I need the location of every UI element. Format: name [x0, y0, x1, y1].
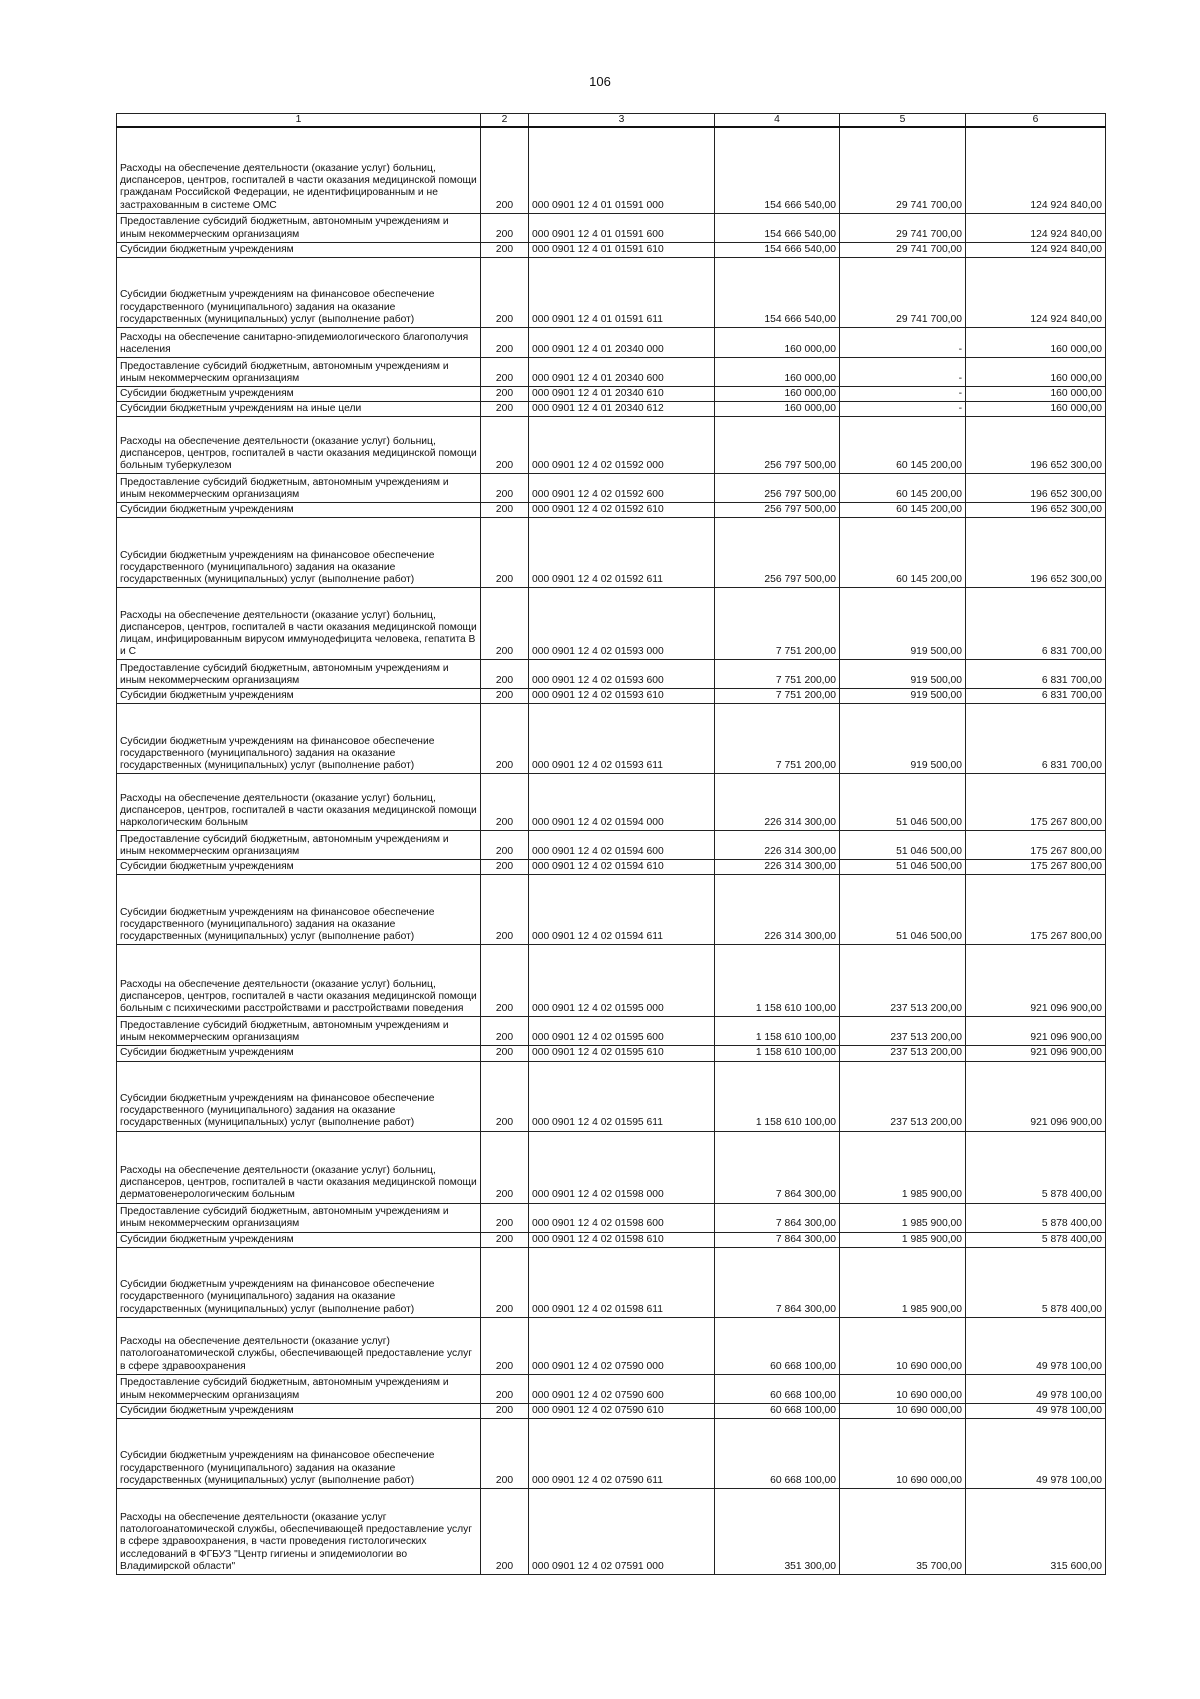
row-code-cell: 200 [481, 1203, 529, 1232]
column-header-3: 3 [529, 114, 715, 128]
row-code-cell: 200 [481, 1374, 529, 1403]
row-amount-col6-cell: 175 267 800,00 [966, 831, 1106, 860]
row-name-cell: Субсидии бюджетным учреждениям [117, 860, 481, 875]
row-classification-code-cell: 000 0901 12 4 02 01598 611 [529, 1247, 715, 1317]
row-code-cell: 200 [481, 1418, 529, 1488]
row-amount-col5-cell: 10 690 000,00 [840, 1403, 966, 1418]
row-classification-code-cell: 000 0901 12 4 02 01598 000 [529, 1131, 715, 1203]
column-header-2: 2 [481, 114, 529, 128]
table-row [117, 945, 1106, 1017]
row-classification-code-cell: 000 0901 12 4 02 07591 000 [529, 1488, 715, 1574]
row-code-cell: 200 [481, 1317, 529, 1374]
row-amount-col4-cell: 154 666 540,00 [715, 242, 840, 257]
column-header-1: 1 [117, 114, 481, 128]
row-name-cell: Расходы на обеспечение деятельности (оказание услуг патологоанатомической службы, обеспечивающей предоставление услуг в сфере здравоохранения, в части проведения гистологических исследований в ФГБУЗ "Центр гигиены и эпидемиологии во Владимирской области" [117, 1488, 481, 1574]
row-amount-col5-cell: - [840, 357, 966, 386]
row-amount-col4-cell: 60 668 100,00 [715, 1374, 840, 1403]
table-row [117, 1046, 1106, 1061]
row-amount-col6-cell: 175 267 800,00 [966, 875, 1106, 945]
row-amount-col5-cell: 60 145 200,00 [840, 518, 966, 588]
row-amount-col4-cell: 154 666 540,00 [715, 213, 840, 242]
row-amount-col4-cell: 154 666 540,00 [715, 127, 840, 213]
row-amount-col5-cell: 29 741 700,00 [840, 242, 966, 257]
row-amount-col6-cell: 124 924 840,00 [966, 213, 1106, 242]
row-amount-col6-cell: 196 652 300,00 [966, 417, 1106, 474]
table-row [117, 1232, 1106, 1247]
row-amount-col5-cell: - [840, 401, 966, 416]
row-amount-col4-cell: 7 751 200,00 [715, 704, 840, 774]
row-classification-code-cell: 000 0901 12 4 02 07590 611 [529, 1418, 715, 1488]
column-header-6: 6 [966, 114, 1106, 128]
table-row [117, 257, 1106, 327]
row-name-cell: Расходы на обеспечение деятельности (оказание услуг) больниц, диспансеров, центров, госпиталей в части оказания медицинской помощи больным туберкулезом [117, 417, 481, 474]
table-row [117, 401, 1106, 416]
row-name-cell: Предоставление субсидий бюджетным, автономным учреждениям и иным некоммерческим организациям [117, 357, 481, 386]
table-row [117, 1017, 1106, 1046]
column-header-4: 4 [715, 114, 840, 128]
row-name-cell: Расходы на обеспечение деятельности (оказание услуг) больниц, диспансеров, центров, госпиталей в части оказания медицинской помощи гражданам Российской Федерации, не идентифицированным и не застрахованным в системе ОМС [117, 127, 481, 213]
row-name-cell: Расходы на обеспечение деятельности (оказание услуг) больниц, диспансеров, центров, госпиталей в части оказания медицинской помощи больным с психическими расстройствами и расстройствами поведения [117, 945, 481, 1017]
row-amount-col6-cell: 5 878 400,00 [966, 1247, 1106, 1317]
table-row [117, 1317, 1106, 1374]
row-amount-col6-cell: 315 600,00 [966, 1488, 1106, 1574]
row-classification-code-cell: 000 0901 12 4 02 01593 600 [529, 660, 715, 689]
row-amount-col5-cell: 29 741 700,00 [840, 213, 966, 242]
row-amount-col5-cell: 919 500,00 [840, 660, 966, 689]
row-amount-col6-cell: 160 000,00 [966, 357, 1106, 386]
row-amount-col5-cell: 1 985 900,00 [840, 1247, 966, 1317]
table-row [117, 660, 1106, 689]
row-classification-code-cell: 000 0901 12 4 02 01593 611 [529, 704, 715, 774]
row-classification-code-cell: 000 0901 12 4 02 01592 600 [529, 474, 715, 503]
row-amount-col4-cell: 226 314 300,00 [715, 774, 840, 831]
row-classification-code-cell: 000 0901 12 4 02 07590 000 [529, 1317, 715, 1374]
row-name-cell: Субсидии бюджетным учреждениям [117, 242, 481, 257]
row-amount-col6-cell: 6 831 700,00 [966, 588, 1106, 660]
row-amount-col4-cell: 154 666 540,00 [715, 257, 840, 327]
row-amount-col6-cell: 5 878 400,00 [966, 1131, 1106, 1203]
row-code-cell: 200 [481, 417, 529, 474]
row-code-cell: 200 [481, 1061, 529, 1131]
row-amount-col5-cell: - [840, 327, 966, 357]
row-classification-code-cell: 000 0901 12 4 02 01592 610 [529, 503, 715, 518]
row-name-cell: Субсидии бюджетным учреждениям на финансовое обеспечение государственного (муниципального) задания на оказание государственных (муниципальных) услуг (выполнение работ) [117, 1418, 481, 1488]
row-name-cell: Предоставление субсидий бюджетным, автономным учреждениям и иным некоммерческим организациям [117, 474, 481, 503]
row-amount-col4-cell: 160 000,00 [715, 401, 840, 416]
table-row [117, 1488, 1106, 1574]
row-amount-col5-cell: 51 046 500,00 [840, 774, 966, 831]
row-classification-code-cell: 000 0901 12 4 02 01594 000 [529, 774, 715, 831]
row-amount-col6-cell: 196 652 300,00 [966, 474, 1106, 503]
row-amount-col5-cell: 1 985 900,00 [840, 1131, 966, 1203]
row-name-cell: Расходы на обеспечение деятельности (оказание услуг) больниц, диспансеров, центров, госпиталей в части оказания медицинской помощи наркологическим больным [117, 774, 481, 831]
row-amount-col5-cell: 237 513 200,00 [840, 1061, 966, 1131]
page-number: 106 [589, 74, 611, 89]
row-code-cell: 200 [481, 242, 529, 257]
row-amount-col6-cell: 921 096 900,00 [966, 945, 1106, 1017]
row-code-cell: 200 [481, 1488, 529, 1574]
row-amount-col5-cell: 10 690 000,00 [840, 1317, 966, 1374]
row-code-cell: 200 [481, 875, 529, 945]
row-amount-col6-cell: 921 096 900,00 [966, 1017, 1106, 1046]
row-amount-col5-cell: 1 985 900,00 [840, 1232, 966, 1247]
row-name-cell: Субсидии бюджетным учреждениям [117, 1046, 481, 1061]
row-amount-col6-cell: 6 831 700,00 [966, 660, 1106, 689]
row-name-cell: Субсидии бюджетным учреждениям [117, 386, 481, 401]
row-code-cell: 200 [481, 357, 529, 386]
row-amount-col5-cell: 29 741 700,00 [840, 127, 966, 213]
row-amount-col4-cell: 7 864 300,00 [715, 1232, 840, 1247]
row-amount-col4-cell: 256 797 500,00 [715, 518, 840, 588]
row-amount-col6-cell: 921 096 900,00 [966, 1061, 1106, 1131]
table-row [117, 1131, 1106, 1203]
row-amount-col6-cell: 196 652 300,00 [966, 503, 1106, 518]
row-amount-col5-cell: 60 145 200,00 [840, 474, 966, 503]
table-row [117, 689, 1106, 704]
row-amount-col6-cell: 921 096 900,00 [966, 1046, 1106, 1061]
row-code-cell: 200 [481, 1046, 529, 1061]
row-name-cell: Предоставление субсидий бюджетным, автономным учреждениям и иным некоммерческим организациям [117, 1203, 481, 1232]
table-row [117, 588, 1106, 660]
row-name-cell: Расходы на обеспечение санитарно-эпидемиологического благополучия населения [117, 327, 481, 357]
row-classification-code-cell: 000 0901 12 4 02 01594 611 [529, 875, 715, 945]
row-amount-col6-cell: 196 652 300,00 [966, 518, 1106, 588]
row-amount-col5-cell: 919 500,00 [840, 704, 966, 774]
table-row [117, 386, 1106, 401]
table-row [117, 831, 1106, 860]
row-name-cell: Субсидии бюджетным учреждениям на финансовое обеспечение государственного (муниципального) задания на оказание государственных (муниципальных) услуг (выполнение работ) [117, 875, 481, 945]
row-code-cell: 200 [481, 1131, 529, 1203]
table-row [117, 242, 1106, 257]
row-amount-col4-cell: 256 797 500,00 [715, 503, 840, 518]
row-amount-col6-cell: 175 267 800,00 [966, 860, 1106, 875]
table-row [117, 417, 1106, 474]
row-code-cell: 200 [481, 831, 529, 860]
row-code-cell: 200 [481, 386, 529, 401]
row-amount-col5-cell: 10 690 000,00 [840, 1374, 966, 1403]
row-classification-code-cell: 000 0901 12 4 02 01592 000 [529, 417, 715, 474]
row-amount-col6-cell: 5 878 400,00 [966, 1203, 1106, 1232]
row-amount-col4-cell: 7 864 300,00 [715, 1203, 840, 1232]
table-row [117, 518, 1106, 588]
row-amount-col5-cell: 60 145 200,00 [840, 417, 966, 474]
table-row [117, 327, 1106, 357]
row-code-cell: 200 [481, 401, 529, 416]
table-row [117, 1203, 1106, 1232]
row-classification-code-cell: 000 0901 12 4 02 01595 000 [529, 945, 715, 1017]
row-code-cell: 200 [481, 704, 529, 774]
row-amount-col5-cell: 237 513 200,00 [840, 945, 966, 1017]
row-amount-col6-cell: 49 978 100,00 [966, 1403, 1106, 1418]
row-amount-col5-cell: 10 690 000,00 [840, 1418, 966, 1488]
table-row [117, 1403, 1106, 1418]
row-name-cell: Предоставление субсидий бюджетным, автономным учреждениям и иным некоммерческим организациям [117, 1017, 481, 1046]
row-amount-col6-cell: 160 000,00 [966, 401, 1106, 416]
table-row [117, 357, 1106, 386]
row-amount-col4-cell: 7 751 200,00 [715, 588, 840, 660]
row-amount-col5-cell: 919 500,00 [840, 588, 966, 660]
row-amount-col5-cell: 51 046 500,00 [840, 860, 966, 875]
row-name-cell: Предоставление субсидий бюджетным, автономным учреждениям и иным некоммерческим организациям [117, 1374, 481, 1403]
row-name-cell: Субсидии бюджетным учреждениям [117, 689, 481, 704]
column-header-5: 5 [840, 114, 966, 128]
row-amount-col4-cell: 1 158 610 100,00 [715, 1046, 840, 1061]
row-classification-code-cell: 000 0901 12 4 01 01591 610 [529, 242, 715, 257]
row-amount-col6-cell: 6 831 700,00 [966, 689, 1106, 704]
row-name-cell: Расходы на обеспечение деятельности (оказание услуг) патологоанатомической службы, обеспечивающей предоставление услуг в сфере здравоохранения [117, 1317, 481, 1374]
row-amount-col6-cell: 124 924 840,00 [966, 257, 1106, 327]
row-amount-col4-cell: 226 314 300,00 [715, 875, 840, 945]
row-code-cell: 200 [481, 1017, 529, 1046]
row-amount-col5-cell: 51 046 500,00 [840, 831, 966, 860]
table-row [117, 1061, 1106, 1131]
row-amount-col6-cell: 6 831 700,00 [966, 704, 1106, 774]
table-header [117, 114, 1106, 128]
row-code-cell: 200 [481, 1403, 529, 1418]
row-code-cell: 200 [481, 474, 529, 503]
row-code-cell: 200 [481, 503, 529, 518]
table-row [117, 860, 1106, 875]
row-name-cell: Субсидии бюджетным учреждениям на финансовое обеспечение государственного (муниципального) задания на оказание государственных (муниципальных) услуг (выполнение работ) [117, 257, 481, 327]
row-amount-col4-cell: 7 864 300,00 [715, 1247, 840, 1317]
table-body [117, 127, 1106, 1574]
row-classification-code-cell: 000 0901 12 4 02 01593 610 [529, 689, 715, 704]
row-name-cell: Субсидии бюджетным учреждениям [117, 1232, 481, 1247]
row-code-cell: 200 [481, 689, 529, 704]
row-amount-col4-cell: 256 797 500,00 [715, 474, 840, 503]
row-name-cell: Предоставление субсидий бюджетным, автономным учреждениям и иным некоммерческим организациям [117, 831, 481, 860]
row-amount-col6-cell: 49 978 100,00 [966, 1374, 1106, 1403]
table-row [117, 704, 1106, 774]
row-amount-col4-cell: 7 864 300,00 [715, 1131, 840, 1203]
row-classification-code-cell: 000 0901 12 4 02 01598 610 [529, 1232, 715, 1247]
row-classification-code-cell: 000 0901 12 4 02 01593 000 [529, 588, 715, 660]
row-amount-col5-cell: - [840, 386, 966, 401]
row-code-cell: 200 [481, 660, 529, 689]
row-classification-code-cell: 000 0901 12 4 01 20340 612 [529, 401, 715, 416]
row-code-cell: 200 [481, 945, 529, 1017]
budget-table [116, 113, 1106, 1575]
table-row [117, 875, 1106, 945]
row-amount-col4-cell: 1 158 610 100,00 [715, 1017, 840, 1046]
table-row [117, 127, 1106, 213]
row-code-cell: 200 [481, 257, 529, 327]
row-amount-col6-cell: 175 267 800,00 [966, 774, 1106, 831]
row-classification-code-cell: 000 0901 12 4 02 01592 611 [529, 518, 715, 588]
table-row [117, 474, 1106, 503]
row-amount-col6-cell: 124 924 840,00 [966, 127, 1106, 213]
row-classification-code-cell: 000 0901 12 4 02 01595 611 [529, 1061, 715, 1131]
row-name-cell: Субсидии бюджетным учреждениям [117, 503, 481, 518]
row-code-cell: 200 [481, 1232, 529, 1247]
row-name-cell: Субсидии бюджетным учреждениям на финансовое обеспечение государственного (муниципального) задания на оказание государственных (муниципальных) услуг (выполнение работ) [117, 1061, 481, 1131]
row-name-cell: Предоставление субсидий бюджетным, автономным учреждениям и иным некоммерческим организациям [117, 213, 481, 242]
row-amount-col4-cell: 226 314 300,00 [715, 860, 840, 875]
row-amount-col4-cell: 60 668 100,00 [715, 1418, 840, 1488]
row-amount-col6-cell: 49 978 100,00 [966, 1317, 1106, 1374]
row-amount-col5-cell: 35 700,00 [840, 1488, 966, 1574]
row-amount-col4-cell: 60 668 100,00 [715, 1403, 840, 1418]
row-name-cell: Субсидии бюджетным учреждениям на финансовое обеспечение государственного (муниципального) задания на оказание государственных (муниципальных) услуг (выполнение работ) [117, 704, 481, 774]
row-name-cell: Субсидии бюджетным учреждениям на финансовое обеспечение государственного (муниципального) задания на оказание государственных (муниципальных) услуг (выполнение работ) [117, 1247, 481, 1317]
row-amount-col6-cell: 124 924 840,00 [966, 242, 1106, 257]
row-code-cell: 200 [481, 860, 529, 875]
row-amount-col4-cell: 1 158 610 100,00 [715, 945, 840, 1017]
row-code-cell: 200 [481, 1247, 529, 1317]
row-amount-col4-cell: 1 158 610 100,00 [715, 1061, 840, 1131]
row-amount-col4-cell: 226 314 300,00 [715, 831, 840, 860]
row-amount-col4-cell: 256 797 500,00 [715, 417, 840, 474]
row-classification-code-cell: 000 0901 12 4 02 07590 600 [529, 1374, 715, 1403]
header-row [117, 114, 1106, 128]
row-amount-col6-cell: 49 978 100,00 [966, 1418, 1106, 1488]
row-amount-col4-cell: 160 000,00 [715, 357, 840, 386]
row-amount-col6-cell: 5 878 400,00 [966, 1232, 1106, 1247]
row-amount-col5-cell: 51 046 500,00 [840, 875, 966, 945]
row-code-cell: 200 [481, 213, 529, 242]
row-classification-code-cell: 000 0901 12 4 02 01594 600 [529, 831, 715, 860]
row-name-cell: Субсидии бюджетным учреждениям [117, 1403, 481, 1418]
table-row [117, 774, 1106, 831]
row-amount-col5-cell: 919 500,00 [840, 689, 966, 704]
row-classification-code-cell: 000 0901 12 4 01 20340 610 [529, 386, 715, 401]
row-amount-col6-cell: 160 000,00 [966, 386, 1106, 401]
table-row [117, 503, 1106, 518]
table-row [117, 1418, 1106, 1488]
row-code-cell: 200 [481, 774, 529, 831]
row-code-cell: 200 [481, 518, 529, 588]
row-classification-code-cell: 000 0901 12 4 01 01591 600 [529, 213, 715, 242]
row-amount-col5-cell: 60 145 200,00 [840, 503, 966, 518]
row-classification-code-cell: 000 0901 12 4 02 01598 600 [529, 1203, 715, 1232]
row-amount-col5-cell: 237 513 200,00 [840, 1017, 966, 1046]
row-classification-code-cell: 000 0901 12 4 01 01591 611 [529, 257, 715, 327]
table-row [117, 213, 1106, 242]
row-name-cell: Расходы на обеспечение деятельности (оказание услуг) больниц, диспансеров, центров, госпиталей в части оказания медицинской помощи лицам, инфицированным вирусом иммунодефицита человека, гепатита B и C [117, 588, 481, 660]
row-classification-code-cell: 000 0901 12 4 01 01591 000 [529, 127, 715, 213]
row-amount-col4-cell: 7 751 200,00 [715, 660, 840, 689]
row-name-cell: Расходы на обеспечение деятельности (оказание услуг) больниц, диспансеров, центров, госпиталей в части оказания медицинской помощи дерматовенерологическим больным [117, 1131, 481, 1203]
row-amount-col5-cell: 1 985 900,00 [840, 1203, 966, 1232]
table-row [117, 1247, 1106, 1317]
row-classification-code-cell: 000 0901 12 4 02 01595 600 [529, 1017, 715, 1046]
row-name-cell: Субсидии бюджетным учреждениям на финансовое обеспечение государственного (муниципального) задания на оказание государственных (муниципальных) услуг (выполнение работ) [117, 518, 481, 588]
row-code-cell: 200 [481, 588, 529, 660]
row-name-cell: Предоставление субсидий бюджетным, автономным учреждениям и иным некоммерческим организациям [117, 660, 481, 689]
row-amount-col5-cell: 237 513 200,00 [840, 1046, 966, 1061]
row-amount-col5-cell: 29 741 700,00 [840, 257, 966, 327]
row-code-cell: 200 [481, 127, 529, 213]
row-name-cell: Субсидии бюджетным учреждениям на иные цели [117, 401, 481, 416]
row-classification-code-cell: 000 0901 12 4 02 01595 610 [529, 1046, 715, 1061]
row-amount-col4-cell: 60 668 100,00 [715, 1317, 840, 1374]
row-amount-col4-cell: 351 300,00 [715, 1488, 840, 1574]
row-amount-col4-cell: 160 000,00 [715, 327, 840, 357]
row-classification-code-cell: 000 0901 12 4 01 20340 600 [529, 357, 715, 386]
row-classification-code-cell: 000 0901 12 4 02 07590 610 [529, 1403, 715, 1418]
row-classification-code-cell: 000 0901 12 4 01 20340 000 [529, 327, 715, 357]
row-classification-code-cell: 000 0901 12 4 02 01594 610 [529, 860, 715, 875]
row-code-cell: 200 [481, 327, 529, 357]
row-amount-col4-cell: 160 000,00 [715, 386, 840, 401]
row-amount-col4-cell: 7 751 200,00 [715, 689, 840, 704]
row-amount-col6-cell: 160 000,00 [966, 327, 1106, 357]
table-row [117, 1374, 1106, 1403]
